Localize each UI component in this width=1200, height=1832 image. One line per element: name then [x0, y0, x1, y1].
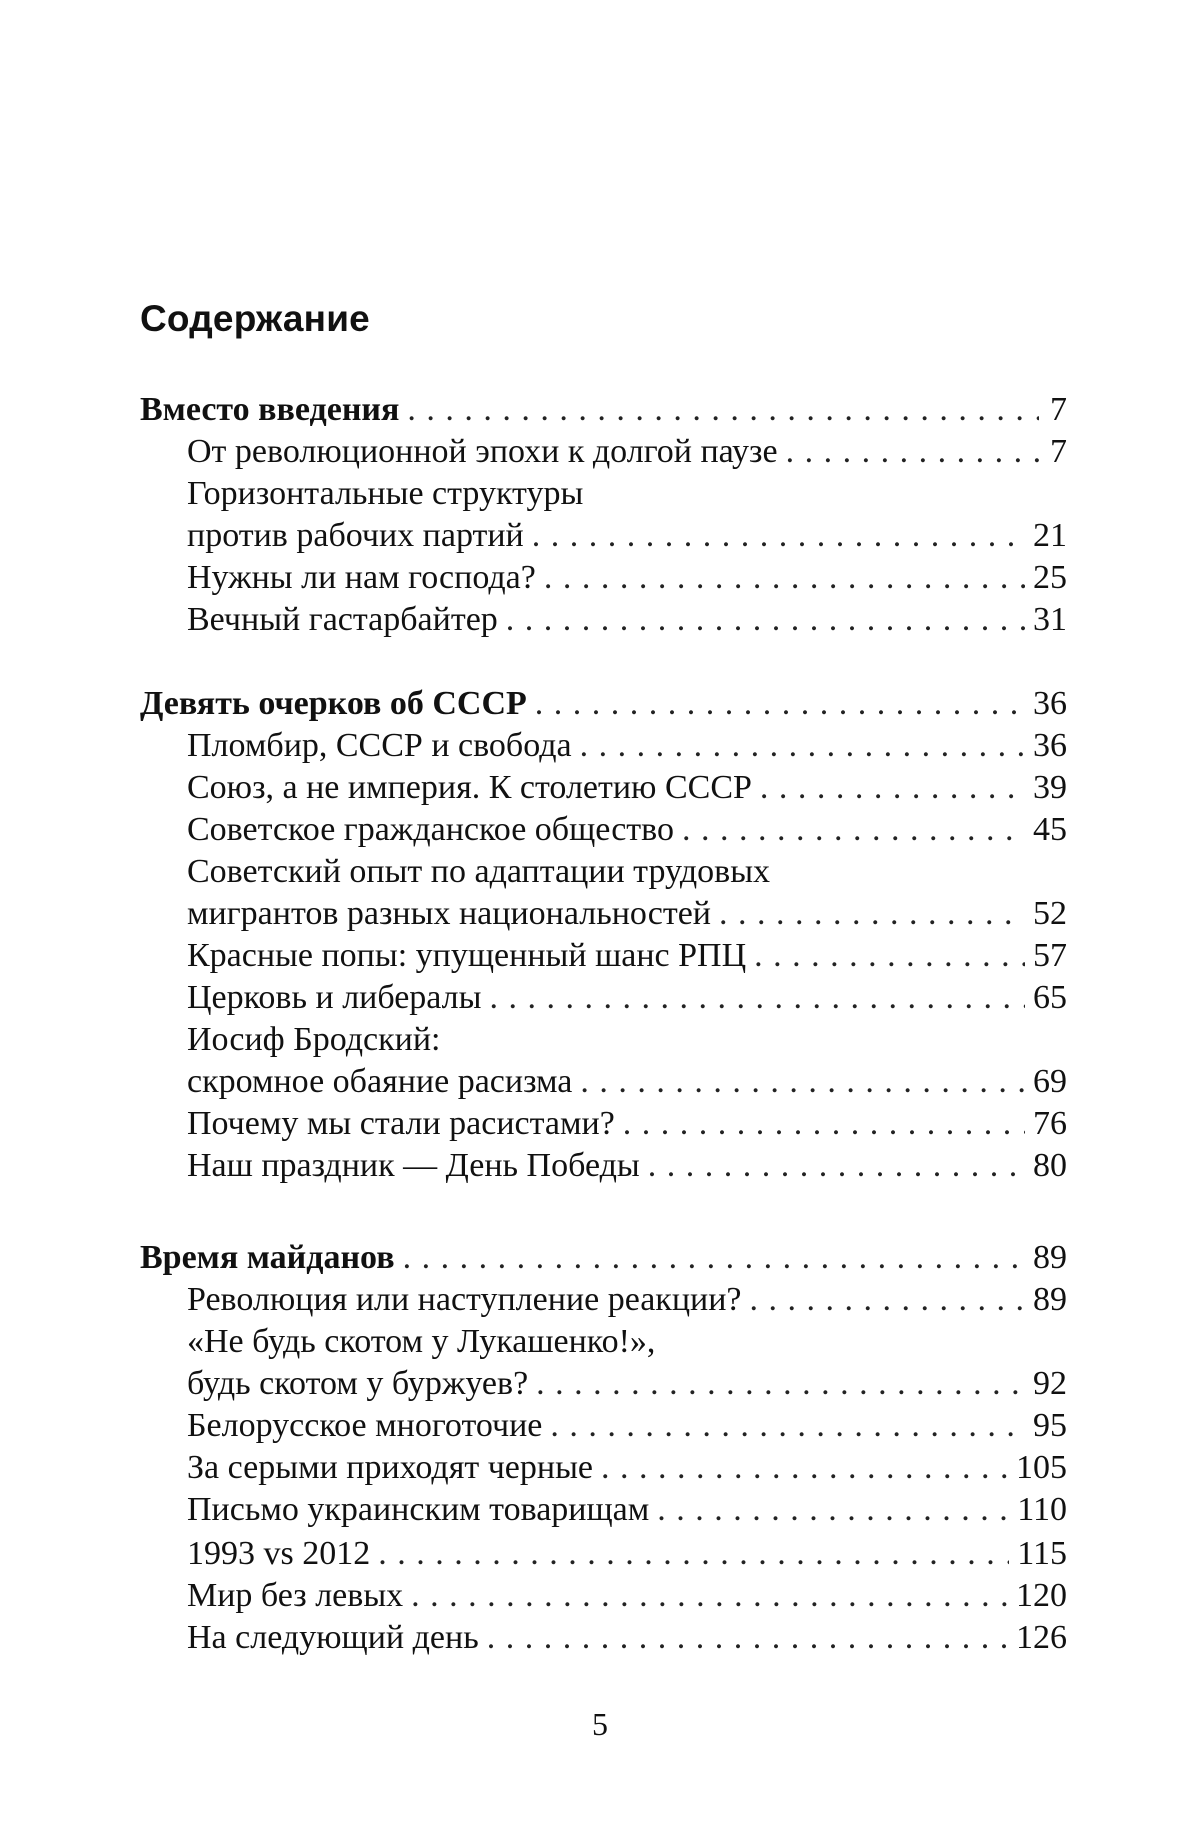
page-folio-number: 5: [592, 1706, 608, 1742]
entry-label: Вечный гастарбайтер: [187, 601, 498, 638]
toc-section-1[interactable]: [140, 388, 1067, 432]
entry-label: Советское гражданское общество: [187, 811, 674, 848]
toc-entry[interactable]: [187, 1616, 1067, 1660]
toc-entry[interactable]: [187, 1144, 1067, 1188]
dot-leader: [506, 598, 1025, 642]
page-number: 36: [1033, 727, 1067, 764]
toc-entry[interactable]: [187, 514, 1067, 558]
entry-label: Горизонтальные структуры: [187, 475, 584, 512]
page-number: 89: [1033, 1239, 1067, 1276]
entry-label: 1993 vs 2012: [187, 1535, 371, 1572]
dot-leader: [648, 1144, 1025, 1188]
entry-label: На следующий день: [187, 1619, 479, 1656]
dot-leader: [411, 1574, 1008, 1618]
dot-leader: [750, 1278, 1026, 1322]
dot-leader: [719, 892, 1025, 936]
page-number: 45: [1033, 811, 1067, 848]
dot-leader: [580, 1060, 1025, 1104]
page-number: 89: [1033, 1281, 1067, 1318]
page-number: 39: [1033, 769, 1067, 806]
page-number: 76: [1033, 1105, 1067, 1142]
page-number: 120: [1016, 1577, 1067, 1614]
page-number: 105: [1016, 1449, 1067, 1486]
entry-label: Иосиф Бродский:: [187, 1021, 441, 1058]
toc-entry[interactable]: [187, 934, 1067, 978]
dot-leader: [623, 1102, 1025, 1146]
page-number: 65: [1033, 979, 1067, 1016]
dot-leader: [601, 1446, 1008, 1490]
dot-leader: [682, 808, 1025, 852]
page-number: 25: [1033, 559, 1067, 596]
toc-entry[interactable]: [187, 850, 1067, 894]
dot-leader: [580, 724, 1025, 768]
entry-label: скромное обаяние расизма: [187, 1063, 573, 1100]
toc-entry[interactable]: [187, 1102, 1067, 1146]
entry-label: Церковь и либералы: [187, 979, 482, 1016]
toc-entry[interactable]: [187, 892, 1067, 936]
entry-label: Белорусское многоточие: [187, 1407, 543, 1444]
toc-entry[interactable]: [187, 1574, 1067, 1618]
page-number: 7: [1050, 391, 1067, 428]
entry-label: будь скотом у буржуев?: [187, 1365, 529, 1402]
page-number: 92: [1033, 1365, 1067, 1402]
dot-leader: [487, 1616, 1008, 1660]
dot-leader: [786, 430, 1039, 474]
entry-label: Мир без левых: [187, 1577, 404, 1614]
entry-label: Наш праздник — День Победы: [187, 1147, 640, 1184]
dot-leader: [536, 1362, 1025, 1406]
toc-entry[interactable]: [187, 1446, 1067, 1490]
toc-entry[interactable]: [187, 1404, 1067, 1448]
dot-leader: [544, 556, 1025, 600]
toc-entry[interactable]: [187, 976, 1067, 1020]
toc-entry[interactable]: [187, 808, 1067, 852]
page-number: 115: [1017, 1535, 1067, 1572]
dot-leader: [378, 1532, 1009, 1576]
toc-section-3[interactable]: [140, 1236, 1067, 1280]
dot-leader: [403, 1236, 1025, 1280]
toc-entry[interactable]: [187, 1488, 1067, 1532]
toc-entry[interactable]: [187, 1320, 1067, 1364]
dot-leader: [535, 682, 1025, 726]
page-number: 95: [1033, 1407, 1067, 1444]
toc-entry[interactable]: [187, 430, 1067, 474]
dot-leader: [657, 1488, 1009, 1532]
toc-entry[interactable]: [187, 724, 1067, 768]
page-number: 36: [1033, 685, 1067, 722]
entry-label: Нужны ли нам господа?: [187, 559, 536, 596]
toc-entry[interactable]: [187, 472, 1067, 516]
toc-entry[interactable]: [187, 1018, 1067, 1062]
section-title: Девять очерков об СССР: [140, 685, 527, 722]
entry-label: мигрантов разных национальностей: [187, 895, 711, 932]
toc-entry[interactable]: [187, 1278, 1067, 1322]
entry-label: За серыми приходят черные: [187, 1449, 594, 1486]
page-number: 126: [1016, 1619, 1067, 1656]
entry-label: Советский опыт по адаптации трудовых: [187, 853, 771, 890]
entry-label: Революция или наступление реакции?: [187, 1281, 742, 1318]
entry-label: Союз, а не империя. К столетию СССР: [187, 769, 752, 806]
page-number: 80: [1033, 1147, 1067, 1184]
page-title: Содержание: [140, 298, 370, 339]
page-number: 69: [1033, 1063, 1067, 1100]
toc-entry[interactable]: [187, 556, 1067, 600]
page-number: 21: [1033, 517, 1067, 554]
entry-label: Пломбир, СССР и свобода: [187, 727, 572, 764]
dot-leader: [532, 514, 1025, 558]
dot-leader: [550, 1404, 1025, 1448]
page-number: 31: [1033, 601, 1067, 638]
entry-label: Письмо украинским товарищам: [187, 1491, 650, 1528]
toc-section-2[interactable]: [140, 682, 1067, 726]
section-title: Вместо введения: [140, 391, 400, 428]
dot-leader: [760, 766, 1025, 810]
entry-label: «Не будь скотом у Лукашенко!»,: [187, 1323, 656, 1360]
page-number: 7: [1050, 433, 1067, 470]
page-number: 110: [1017, 1491, 1067, 1528]
entry-label: Почему мы стали расистами?: [187, 1105, 615, 1142]
page-number: 52: [1033, 895, 1067, 932]
toc-entry[interactable]: [187, 1060, 1067, 1104]
dot-leader: [407, 388, 1039, 432]
toc-entry[interactable]: [187, 598, 1067, 642]
entry-label: Красные попы: упущенный шанс РПЦ: [187, 937, 747, 974]
section-title: Время майданов: [140, 1239, 395, 1276]
entry-label: против рабочих партий: [187, 517, 524, 554]
dot-leader: [754, 934, 1025, 978]
entry-label: От революционной эпохи к долгой паузе: [187, 433, 778, 470]
toc-entry[interactable]: [187, 1362, 1067, 1406]
toc-entry[interactable]: [187, 766, 1067, 810]
toc-entry[interactable]: [187, 1532, 1067, 1576]
dot-leader: [490, 976, 1026, 1020]
page-number: 57: [1033, 937, 1067, 974]
